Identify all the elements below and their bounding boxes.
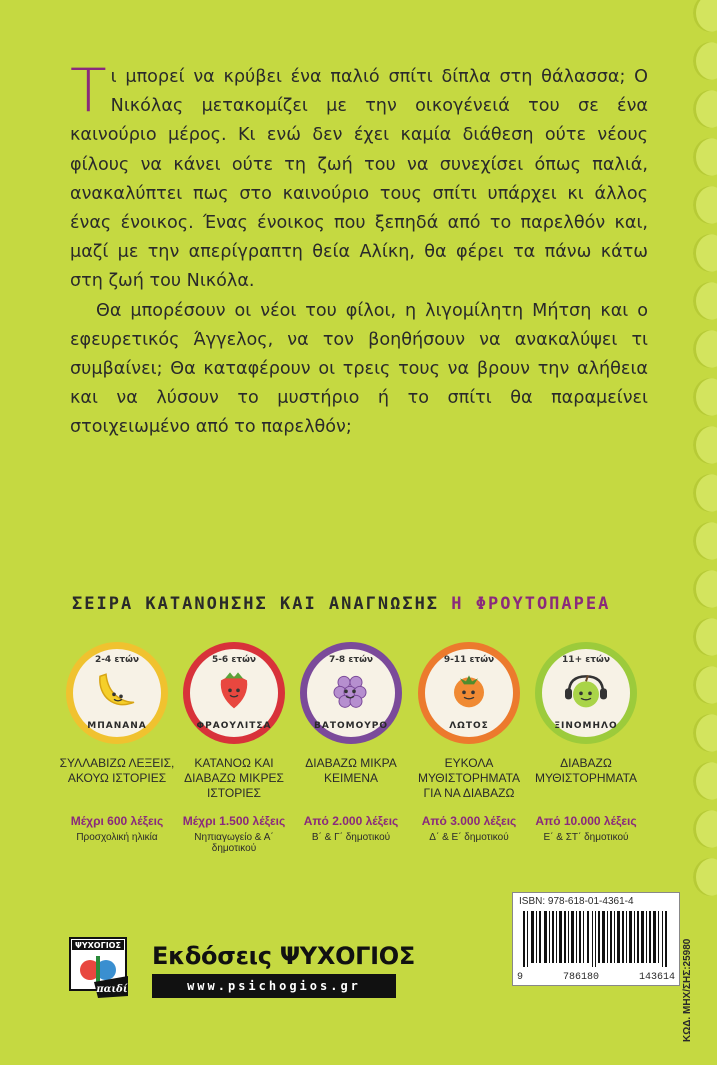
publisher-website: www.psichogios.gr <box>152 974 396 998</box>
level-words: Μέχρι 600 λέξεις <box>70 814 164 828</box>
green-apple-icon <box>561 666 611 712</box>
badge-name: ΛΩΤΟΣ <box>449 721 489 731</box>
logo-text-top: ΨΥΧΟΓΙΟΣ <box>75 941 121 950</box>
psichogios-logo-icon <box>68 936 132 1000</box>
level-words: Από 10.000 λέξεις <box>535 814 637 828</box>
level-words: Μέχρι 1.500 λέξεις <box>182 814 286 828</box>
badge-age: 5-6 ετών <box>211 655 257 665</box>
badge-age: 11+ ετών <box>562 655 610 665</box>
badge-name: ΜΠΑΝΑΝΑ <box>87 721 147 731</box>
level-grade: Δ΄ & Ε΄ δημοτικού <box>429 832 509 843</box>
level-words: Από 3.000 λέξεις <box>421 814 517 828</box>
series-prefix: ΣΕΙΡΑ ΚΑΤΑΝΟΗΣΗΣ ΚΑΙ ΑΝΑΓΝΩΣΗΣ <box>72 594 440 614</box>
level-description: ΔΙΑΒΑΖΩ ΜΥΘΙΣΤΟΡΗΜΑΤΑ <box>534 756 638 785</box>
isbn-label: ISBN: 978-618-01-4361-4 <box>519 896 634 907</box>
level-green-apple <box>525 642 647 843</box>
strawberry-icon <box>211 666 257 712</box>
level-grade: Ε΄ & ΣΤ΄ δημοτικού <box>543 832 629 843</box>
blurb-text-1: ι μπορεί να κρύβει ένα παλιό σπίτι δίπλα στη θάλασσα; Ο Νικόλας μετακομίζει με την οικογένειά του σε ένα καινούριο μέρος. Κι ενώ δεν έχει καμία διάθεση ούτε νέους φίλους να κάνει ούτε τη ζωή του να συνεχίσει όπως παλιά, ανακαλύπτει πως στο καινούριο τους σπίτι υπάρχει κι άλλος ένας ένοικος. Ένας ένοικος που ξεπηδά από το παρελθόν και, μαζί με την απερίγραπτη θεία Αλίκη, θα φέρει τα πάνω κάτω στη ζωή του Νικόλα. <box>70 67 648 292</box>
barcode-digit-prefix: 9 <box>517 972 524 983</box>
drop-cap: Τ <box>70 56 107 126</box>
barcode-bars <box>523 911 669 967</box>
barcode-digit-left: 786180 <box>562 972 599 983</box>
badge-circle <box>66 642 168 744</box>
persimmon-icon <box>446 666 492 712</box>
level-grade: Προσχολική ηλικία <box>76 832 158 843</box>
badge-circle <box>535 642 637 744</box>
badge-circle <box>183 642 285 744</box>
logo-text-bottom: παιδί <box>96 984 128 995</box>
level-banana <box>56 642 178 843</box>
badge-name: ΒΑΤΟΜΟΥΡΟ <box>314 721 388 731</box>
blurb-paragraph-1 <box>70 56 648 297</box>
badge-age: 2-4 ετών <box>94 655 140 665</box>
level-words: Από 2.000 λέξεις <box>303 814 399 828</box>
badge-age: 9-11 ετών <box>443 655 495 665</box>
series-title <box>72 594 662 614</box>
badge-age: 7-8 ετών <box>328 655 374 665</box>
level-description: ΕΥΚΟΛΑ ΜΥΘΙΣΤΟΡΗΜΑΤΑ ΓΙΑ ΝΑ ΔΙΑΒΑΖΩ <box>417 756 521 800</box>
badge-circle <box>300 642 402 744</box>
reading-levels <box>59 642 668 862</box>
publisher-name: Εκδόσεις ΨΥΧΟΓΙΟΣ <box>152 942 416 970</box>
level-description: ΔΙΑΒΑΖΩ ΜΙΚΡΑ ΚΕΙΜΕΝΑ <box>305 756 397 785</box>
level-persimmon <box>408 642 530 843</box>
book-blurb <box>70 56 648 443</box>
barcode <box>512 892 680 986</box>
badge-name: ΞΙΝΟΜΗΛΟ <box>554 721 618 731</box>
barcode-digit-right: 143614 <box>638 972 675 983</box>
badge-name: ΦΡΑΟΥΛΙΤΣΑ <box>196 721 272 731</box>
level-blackberry <box>290 642 412 843</box>
barcode-digits <box>517 972 675 983</box>
publisher-logo <box>68 936 132 1000</box>
blackberry-icon <box>328 666 374 712</box>
level-description: ΣΥΛΛΑΒΙΖΩ ΛΕΞΕΙΣ, ΑΚΟΥΩ ΙΣΤΟΡΙΕΣ <box>59 756 175 785</box>
level-description: ΚΑΤΑΝΟΩ ΚΑΙ ΔΙΑΒΑΖΩ ΜΙΚΡΕΣ ΙΣΤΟΡΙΕΣ <box>184 756 284 800</box>
badge-circle <box>418 642 520 744</box>
product-code: ΚΩΔ. ΜΗΧ/ΣΗΣ:25980 <box>682 938 693 1042</box>
level-grade: Νηπιαγωγείο & Α΄ δημοτικού <box>194 832 274 854</box>
series-brand: Η ΦΡΟΥΤΟΠΑΡΕΑ <box>451 594 611 614</box>
level-grade: Β΄ & Γ΄ δημοτικού <box>311 832 391 843</box>
level-strawberry <box>173 642 295 854</box>
blurb-paragraph-2: Θα μπορέσουν οι νέοι του φίλοι, η λιγομίλητη Μήτση και ο εφευρετικός Άγγελος, να τον βοηθήσουν να ανακαλύψει τι συμβαίνει; Θα καταφέρουν οι τρεις τους να βρουν την αλήθεια και να λύσουν το μυστήριο ή το σπίτι θα παραμείνει στοιχειωμένο από το παρελθόν; <box>70 300 648 438</box>
banana-icon <box>92 666 142 712</box>
